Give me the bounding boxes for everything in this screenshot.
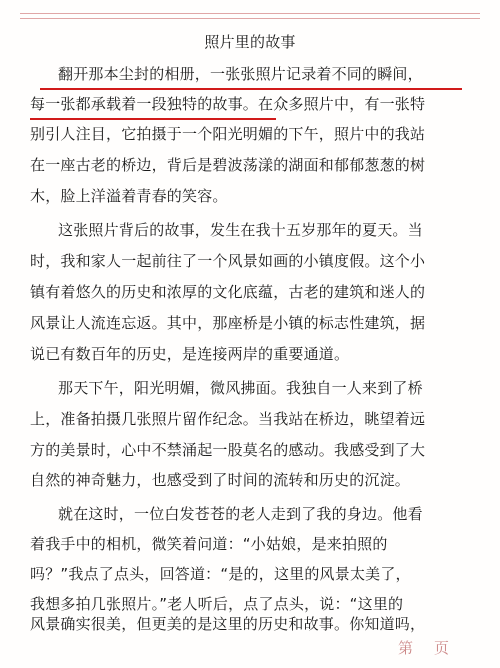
- text-line-14: 自然的神奇魅力，也感受到了时间的流转和历史的沉淀。: [30, 471, 411, 489]
- text-line-12: 上，准备拍摄几张照片留作纪念。当我站在桥边，眺望着远: [30, 410, 426, 428]
- page-title: 照片里的故事: [204, 33, 296, 51]
- text-line-8: 镇有着悠久的历史和浓厚的文化底蕴，古老的建筑和迷人的: [30, 283, 426, 301]
- red-underline-1: [40, 88, 462, 90]
- text-line-6: 这张照片背后的故事，发生在我十五岁那年的夏天。当: [58, 221, 423, 239]
- text-line-9: 风景让人流连忘返。其中，那座桥是小镇的标志性建筑，据: [30, 314, 426, 332]
- page-number-suffix: 页: [434, 639, 450, 657]
- text-line-18: 我想多拍几张照片。”老人听后，点了点头，说：“这里的: [30, 595, 404, 613]
- page-number-prefix: 第: [398, 639, 414, 657]
- text-line-16: 着我手中的相机，微笑着问道：“小姑娘，是来拍照的: [30, 535, 388, 553]
- header-rule-1: [20, 13, 480, 14]
- text-line-1: 翻开那本尘封的相册，一张张照片记录着不同的瞬间，: [58, 65, 423, 83]
- text-line-2: 每一张都承载着一段独特的故事。在众多照片中，有一张特: [30, 95, 426, 113]
- text-line-7: 时，我和家人一起前往了一个风景如画的小镇度假。这个小: [30, 252, 426, 270]
- text-line-13: 方的美景时，心中不禁涌起一股莫名的感动。我感受到了大: [30, 441, 426, 459]
- text-line-15: 就在这时，一位白发苍苍的老人走到了我的身边。他看: [58, 505, 423, 523]
- text-line-17: 吗？”我点了点头，回答道：“是的，这里的风景太美了，: [30, 565, 411, 583]
- text-line-4: 在一座古老的桥边，背后是碧波荡漾的湖面和郁郁葱葱的树: [30, 156, 426, 174]
- text-line-19: 风景确实很美，但更美的是这里的历史和故事。你知道吗，: [30, 615, 426, 633]
- text-line-3: 别引人注目，它拍摄于一个阳光明媚的下午，照片中的我站: [30, 125, 426, 143]
- text-line-5: 木，脸上洋溢着青春的笑容。: [30, 187, 228, 205]
- text-line-11: 那天下午，阳光明媚，微风拂面。我独自一人来到了桥: [58, 379, 423, 397]
- red-underline-2: [30, 118, 276, 120]
- header-rule-2: [20, 18, 480, 19]
- text-line-10: 说已有数百年的历史，是连接两岸的重要通道。: [30, 345, 350, 363]
